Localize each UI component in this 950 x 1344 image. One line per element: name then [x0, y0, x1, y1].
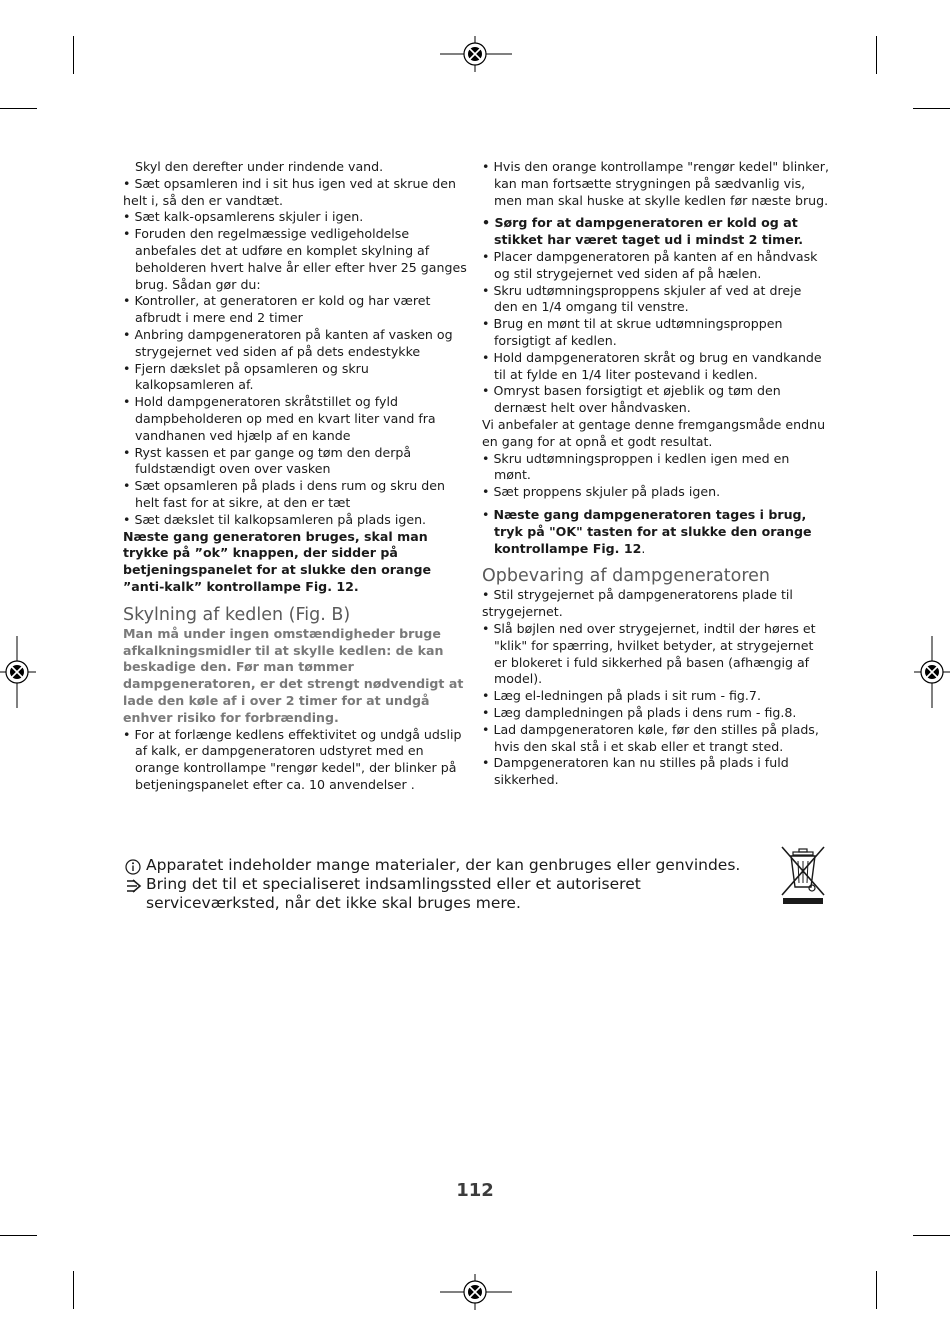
- paragraph: Skyl den derefter under rindende vand.: [135, 159, 384, 174]
- list-item: • Sæt kalk-opsamlerens skjuler i igen.: [123, 209, 468, 226]
- registration-mark-icon: [914, 636, 950, 708]
- list-item: • Læg el-ledningen på plads i sit rum - fig.7.: [482, 688, 829, 705]
- list-item: • Sæt opsamleren ind i sit hus igen ved at skrue den helt i, så den er vandtæt.: [123, 176, 468, 210]
- left-column: [123, 159, 468, 794]
- list-item: • Hold dampgeneratoren skråt og brug en vandkande til at fylde en 1/4 liter postevand i kedlen.: [482, 350, 829, 384]
- bold-note: Næste gang generatoren bruges, skal man trykke på ”ok” knappen, der sidder på betjeningspanelet for at slukke den orange ”anti-kalk” kontrollampe Fig. 12.: [123, 528, 432, 594]
- registration-mark-icon: [440, 36, 512, 72]
- list-item: • Kontroller, at generatoren er kold og har været afbrudt i mere end 2 timer: [123, 293, 468, 327]
- list-item: • Skru udtømningsproppen i kedlen igen med en mønt.: [482, 451, 829, 485]
- arrow-right-icon: [125, 877, 142, 895]
- paragraph: Vi anbefaler at gentage denne fremgangsmåde endnu en gang for at opnå et godt resultat.: [482, 416, 826, 449]
- list-item: • Sæt opsamleren på plads i dens rum og skru den helt fast for at sikre, at den er tæt: [123, 478, 468, 512]
- info-circle-icon: [125, 858, 141, 876]
- list-item: • Ryst kassen et par gange og tøm den derpå fuldstændigt oven over vasken: [123, 445, 468, 479]
- page-number: 112: [456, 1180, 494, 1201]
- registration-mark-icon: [440, 1274, 512, 1310]
- list-item-text: Stil strygejernet på dampgeneratorens plade til strygejernet.: [482, 587, 793, 620]
- section-heading: Skylning af kedlen (Fig. B): [123, 604, 351, 625]
- list-item: • Slå bøjlen ned over strygejernet, indtil der høres et "klik" for spærring, hvilket betyder, at strygejernet er blokeret i fuld sikkerhed på basen (afhængig af model).: [482, 621, 829, 688]
- recycling-instruction-text: Bring det til et specialiseret indsamlingssted eller et autoriseret serviceværksted, når det ikke skal bruges mere.: [146, 875, 641, 912]
- list-item: • Skru udtømningsproppens skjuler af ved at dreje den en 1/4 omgang til venstre.: [482, 283, 829, 317]
- bullet: •: [482, 587, 494, 603]
- bold-list-item: • Sørg for at dampgeneratoren er kold og at stikket har været taget ud i mindst 2 timer.: [482, 215, 829, 249]
- section-heading: Opbevaring af dampgeneratoren: [482, 566, 770, 587]
- crop-mark: [913, 108, 950, 109]
- list-item: • Hold dampgeneratoren skråtstillet og fyld dampbeholderen op med en kvart liter vand fra vandhanen ved hjælp af en kande: [123, 394, 468, 444]
- crop-mark: [73, 36, 74, 74]
- recycling-instruction-line: [125, 875, 775, 913]
- list-item: • Sæt dækslet til kalkopsamleren på plads igen.: [123, 512, 468, 529]
- list-item: • For at forlænge kedlens effektivitet og undgå udslip af kalk, er dampgeneratoren udstyret med en orange kontrollampe "rengør kedel", der blinker på betjeningspanelet efter ca. 10 anvendelser .: [123, 727, 468, 794]
- crop-mark: [876, 1271, 877, 1309]
- crop-mark: [913, 1235, 950, 1236]
- crop-mark: [0, 108, 37, 109]
- right-column: [482, 159, 829, 789]
- recycling-info-text: Apparatet indeholder mange materialer, der kan genbruges eller genvindes.: [146, 856, 741, 874]
- recycling-note: [125, 856, 775, 913]
- crop-mark: [876, 36, 877, 74]
- text-tail: .: [641, 540, 646, 556]
- list-item: • Omryst basen forsigtigt et øjeblik og tøm den dernæst helt over håndvasken.: [482, 383, 829, 417]
- list-item: [482, 587, 829, 621]
- list-item: • Dampgeneratoren kan nu stilles på plads i fuld sikkerhed.: [482, 755, 829, 789]
- list-item: • Brug en mønt til at skrue udtømningsproppen forsigtigt af kedlen.: [482, 316, 829, 350]
- list-item: • Sæt proppens skjuler på plads igen.: [482, 484, 829, 501]
- list-item: • Foruden den regelmæssige vedligeholdelse anbefales det at udføre en komplet skylning af beholderen hvert halve år eller efter hver 25 ganges brug. Sådan gør du:: [123, 226, 468, 293]
- crop-mark: [73, 1271, 74, 1309]
- bold-text: Næste gang dampgeneratoren tages i brug, tryk på "OK" tasten for at slukke den orange kontrollampe Fig. 12: [493, 506, 812, 556]
- list-item: • Placer dampgeneratoren på kanten af en håndvask og stil strygejernet ved siden af på hælen.: [482, 249, 829, 283]
- crossed-bin-icon: [780, 845, 826, 905]
- list-item: • Anbring dampgeneratoren på kanten af vasken og strygejernet ved siden af på dets endestykke: [123, 327, 468, 361]
- crop-mark: [0, 1235, 37, 1236]
- list-item: • Fjern dækslet på opsamleren og skru kalkopsamleren af.: [123, 361, 468, 395]
- list-item: • Lad dampgeneratoren køle, før den stilles på plads, hvis den skal stå i et skab eller et trangt sted.: [482, 722, 829, 756]
- warning-text: Man må under ingen omstændigheder bruge afkalkningsmidler til at skylle kedlen: de kan beskadige den. Før man tømmer dampgeneratoren, er det strengt nødvendigt at lade den køle af i over 2 timer for at undgå enhver risiko for forbrænding.: [123, 625, 464, 725]
- recycling-info-line: [125, 856, 775, 875]
- list-item: • Hvis den orange kontrollampe "rengør kedel" blinker, kan man fortsætte strygningen på sædvanlig vis, men man skal huske at skylle kedlen før næste brug.: [482, 159, 829, 209]
- registration-mark-icon: [0, 636, 36, 708]
- list-item: • Læg dampledningen på plads i dens rum - fig.8.: [482, 705, 829, 722]
- bold-list-item: [482, 507, 829, 557]
